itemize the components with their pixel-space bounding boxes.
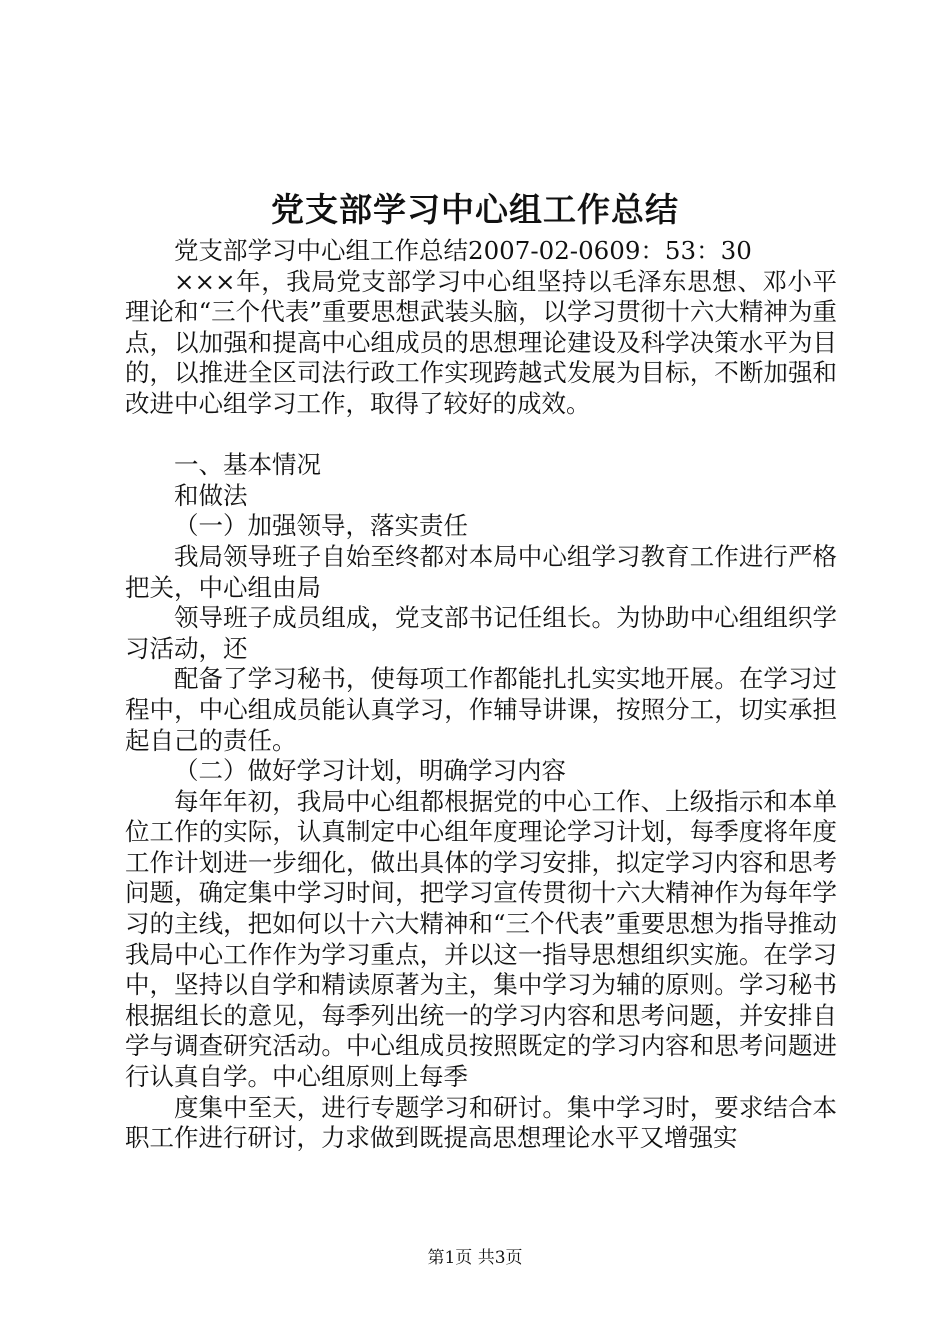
paragraph-study-plan-continued: 度集中至天，进行专题学习和研讨。集中学习时，要求结合本职工作进行研讨，力求做到既提高思想理论水平又增强实 (125, 1092, 837, 1153)
page-footer: 第1页 共3页 (427, 1248, 523, 1268)
paragraph-leadership-1: 我局领导班子自始至终都对本局中心组学习教育工作进行严格把关，中心组由局 (125, 541, 837, 602)
paragraph-header-line: 党支部学习中心组工作总结2007-02-0609：53：30 (174, 236, 752, 265)
subheading-study-plan: （二）做好学习计划，明确学习内容 (174, 756, 566, 786)
paragraph-intro: ×××年，我局党支部学习中心组坚持以毛泽东思想、邓小平理论和“三个代表”重要思想武装头脑，以学习贯彻十六大精神为重点，以加强和提高中心组成员的思想理论建设及科学决策水平为目的，以推进全区司法行政工作实现跨越式发展为目标，不断加强和改进中心组学习工作，取得了较好的成效。 (125, 266, 837, 418)
paragraph-study-plan: 每年年初，我局中心组都根据党的中心工作、上级指示和本单位工作的实际，认真制定中心组年度理论学习计划，每季度将年度工作计划进一步细化，做出具体的学习安排，拟定学习内容和思考问题，确定集中学习时间，把学习宣传贯彻十六大精神作为每年学习的主线，把如何以十六大精神和“三个代表”重要思想为指导推动我局中心工作作为学习重点，并以这一指导思想组织实施。在学习中，坚持以自学和精读原著为主，集中学习为辅的原则。学习秘书根据组长的意见，每季列出统一的学习内容和思考问题，并安排自学与调查研究活动。中心组成员按照既定的学习内容和思考问题进行认真自学。中心组原则上每季 (125, 786, 837, 1092)
document-title: 党支部学习中心组工作总结 (271, 190, 679, 229)
blank-line (125, 420, 837, 451)
subheading-leadership: （一）加强领导，落实责任 (174, 511, 468, 541)
paragraph-leadership-3: 配备了学习秘书，使每项工作都能扎扎实实地开展。在学习过程中，中心组成员能认真学习，作辅导讲课，按照分工，切实承担起自己的责任。 (125, 664, 837, 755)
section-heading-basic: 一、基本情况 (174, 450, 321, 480)
section-heading-continued: 和做法 (174, 480, 248, 510)
document-body (125, 236, 837, 1154)
paragraph-leadership-2: 领导班子成员组成，党支部书记任组长。为协助中心组组织学习活动，还 (125, 603, 837, 663)
